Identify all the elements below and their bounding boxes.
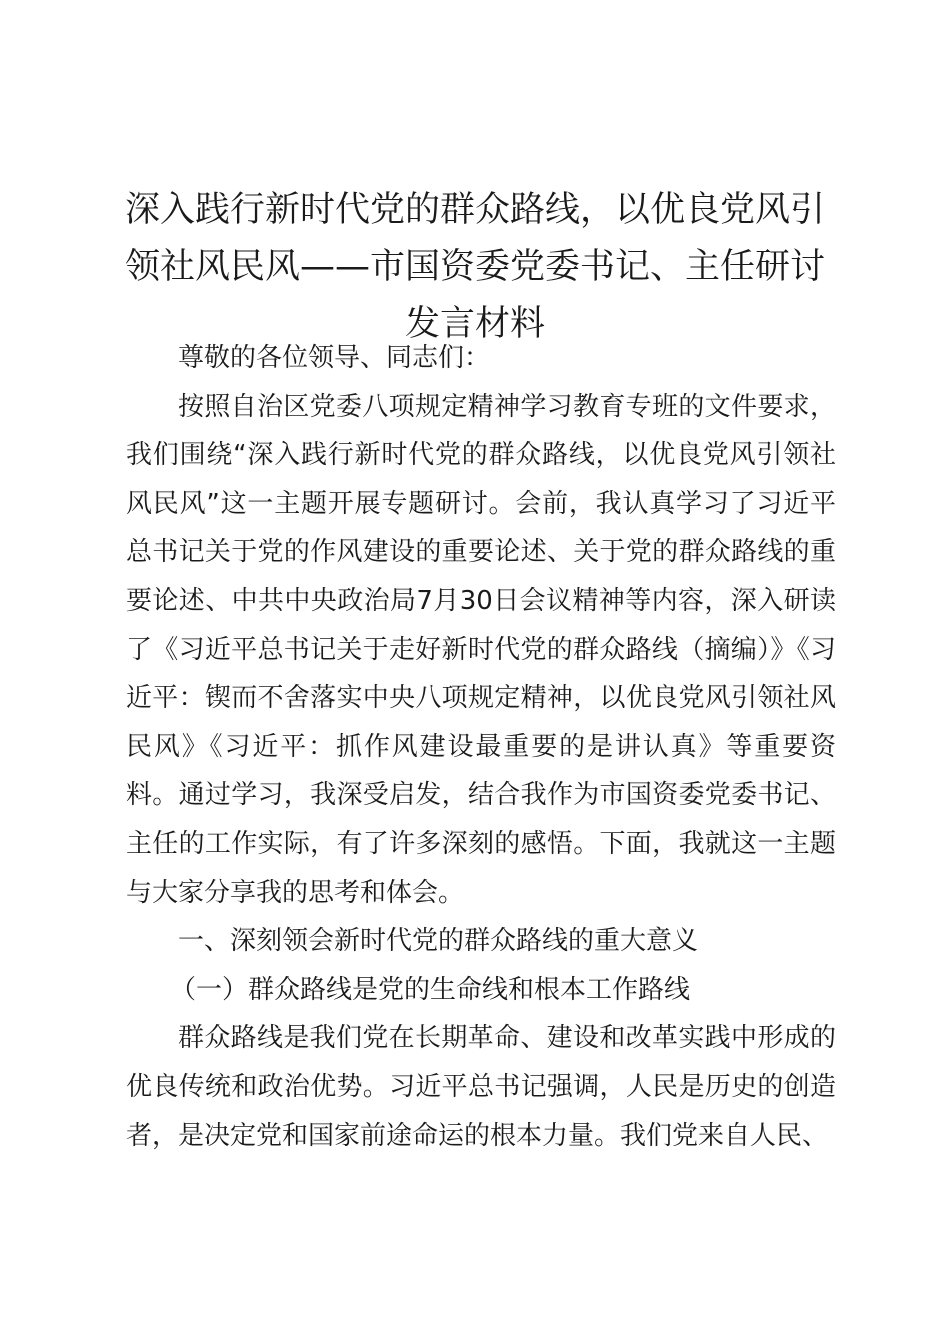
- section-heading: 一、深刻领会新时代党的群众路线的重大意义: [178, 926, 699, 957]
- document-title: 深入践行新时代党的群众路线，以优良党风引领社风民风——市国资委党委书记、主任研讨发言材料: [124, 190, 825, 344]
- document-body: [126, 334, 836, 1160]
- intro-paragraph: 按照自治区党委八项规定精神学习教育专班的文件要求，我们围绕“深入践行新时代党的群众路线，以优良党风引领社风民风”这一主题开展专题研讨。会前，我认真学习了习近平总书记关于党的作风建设的重要论述、关于党的群众路线的重要论述、中共中央政治局7月30日会议精神等内容，深入研读了《习近平总书记关于走好新时代党的群众路线（摘编）》《习近平：锲而不舍落实中央八项规定精神，以优良党风引领社风民风》《习近平：抓作风建设最重要的是讲认真》等重要资料。通过学习，我深受启发，结合我作为市国资委党委书记、主任的工作实际，有了许多深刻的感悟。下面，我就这一主题与大家分享我的思考和体会。: [126, 391, 836, 908]
- subsection-heading: （一）群众路线是党的生命线和根本工作路线: [170, 974, 691, 1005]
- section-paragraph: 群众路线是我们党在长期革命、建设和改革实践中形成的优良传统和政治优势。习近平总书记强调，人民是历史的创造者，是决定党和国家前途命运的根本力量。我们党来自人民、: [126, 1023, 836, 1151]
- salutation: 尊敬的各位领导、同志们：: [178, 343, 491, 373]
